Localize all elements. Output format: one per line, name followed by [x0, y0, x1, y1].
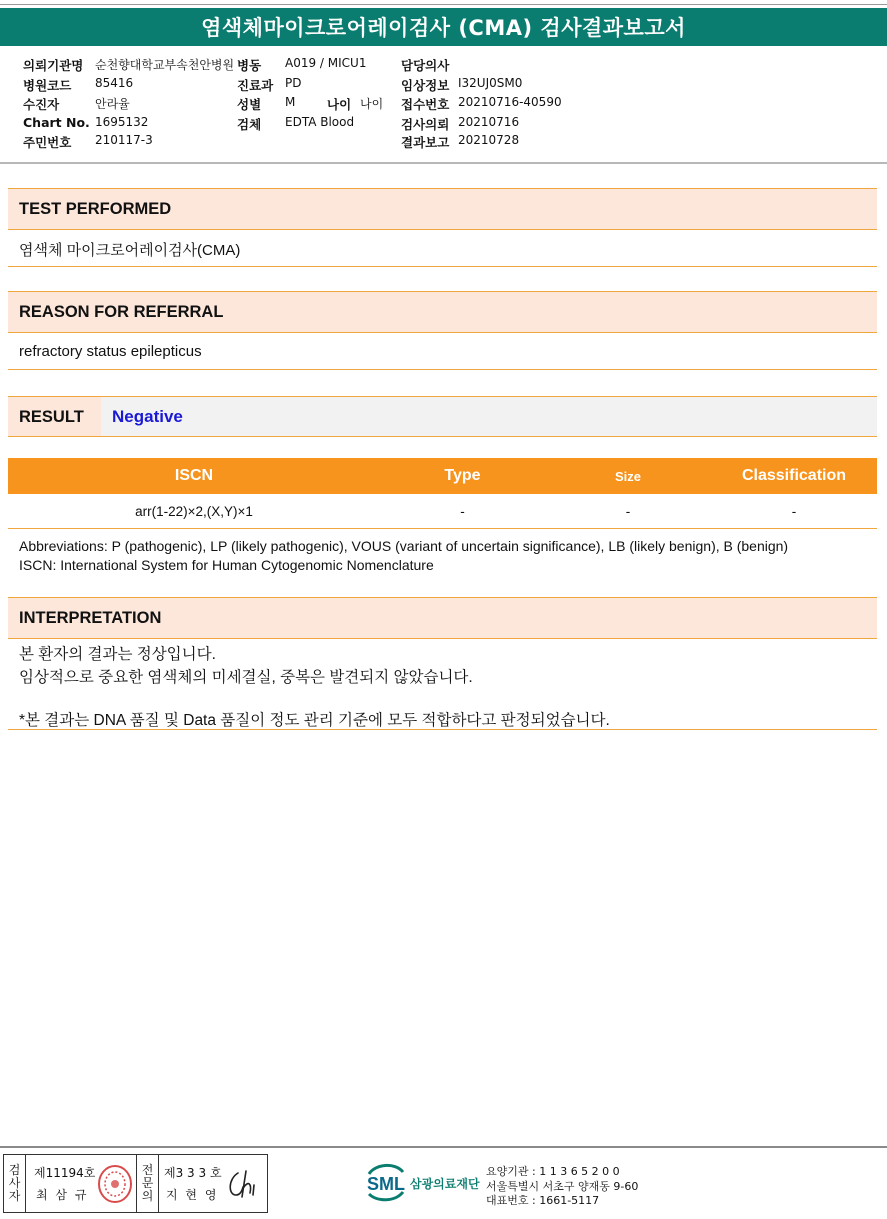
svg-text:SML: SML	[367, 1174, 405, 1194]
header-type: Type	[444, 467, 481, 484]
cell-size: -	[625, 503, 631, 519]
specimen-label: 검체	[237, 117, 262, 132]
divider	[8, 369, 877, 370]
divider	[8, 229, 877, 230]
receipt-label: 접수번호	[401, 97, 450, 112]
cell-type: -	[460, 503, 465, 519]
footer-rule	[0, 1146, 887, 1148]
sex-value: M	[285, 95, 296, 109]
request-value: 20210716	[458, 115, 520, 129]
cell-iscn: arr(1-22)×2,(X,Y)×1	[135, 503, 253, 519]
report-date-value: 20210728	[458, 133, 520, 147]
dept-value: PD	[285, 76, 302, 90]
signature-icon	[226, 1165, 266, 1203]
dept-label: 진료과	[237, 78, 274, 93]
patient-info-panel	[0, 52, 887, 164]
test-performed-value: 염색체 마이크로어레이검사(CMA)	[19, 242, 241, 259]
result-value: Negative	[112, 407, 183, 426]
table-header	[8, 458, 877, 494]
report-title: 염색체마이크로어레이검사 (CMA) 검사결과보고서	[0, 8, 887, 46]
ward-value: A019 / MICU1	[285, 56, 367, 70]
name-label: 수진자	[23, 97, 60, 112]
age-label: 나이	[327, 97, 352, 112]
specialist-name: 지 현 영	[166, 1188, 219, 1202]
interpretation-line-2: 임상적으로 중요한 염색체의 미세결실, 중복은 발견되지 않았습니다.	[19, 669, 473, 686]
org-name: 삼광의료재단	[410, 1177, 480, 1191]
tester-label: 검 사 자	[4, 1155, 26, 1212]
reason-value: refractory status epilepticus	[19, 343, 202, 360]
hospital-label: 의뢰기관명	[23, 58, 84, 73]
report-date-label: 결과보고	[401, 135, 450, 150]
specialist-license-no: 제3 3 3 호	[164, 1166, 222, 1180]
chart-value: 1695132	[95, 115, 149, 129]
abbreviations-line: Abbreviations: P (pathogenic), LP (likely pathogenic), VOUS (variant of uncertain significance), LB (likely benign), B (benign)	[19, 538, 789, 554]
divider	[8, 436, 877, 437]
reason-heading: REASON FOR REFERRAL	[8, 292, 877, 332]
divider	[8, 638, 877, 639]
clinical-value: I32UJ0SM0	[458, 76, 523, 90]
iscn-definition-line: ISCN: International System for Human Cytogenomic Nomenclature	[19, 557, 434, 573]
org-phone: 대표번호 : 1661-5117	[486, 1194, 600, 1207]
id-value: 210117-3	[95, 133, 153, 147]
receipt-value: 20210716-40590	[458, 95, 562, 109]
divider	[8, 332, 877, 333]
divider	[8, 729, 877, 730]
sex-label: 성별	[237, 97, 262, 112]
specialist-label: 전 문 의	[137, 1155, 159, 1212]
hospital-value: 순천향대학교부속천안병원	[95, 58, 235, 72]
result-label: RESULT	[8, 397, 101, 437]
ward-label: 병동	[237, 58, 262, 73]
test-performed-heading: TEST PERFORMED	[8, 189, 877, 229]
code-value: 85416	[95, 76, 134, 90]
header-iscn: ISCN	[174, 467, 214, 484]
signature-box	[3, 1154, 268, 1213]
clinical-label: 임상정보	[401, 78, 450, 93]
divider	[8, 266, 877, 267]
quality-note: *본 결과는 DNA 품질 및 Data 품질이 정도 관리 기준에 모두 적합하다고 판정되었습니다.	[19, 712, 610, 729]
tester-name: 최 삼 규	[36, 1188, 89, 1202]
interpretation-line-1: 본 환자의 결과는 정상입니다.	[19, 646, 216, 663]
table-row	[8, 494, 877, 529]
header-classification: Classification	[741, 467, 847, 484]
doctor-label: 담당의사	[401, 58, 450, 73]
org-address: 서울특별시 서초구 양재동 9-60	[486, 1180, 639, 1193]
specimen-value: EDTA Blood	[285, 115, 355, 129]
top-rule	[0, 4, 887, 5]
result-row	[8, 397, 877, 437]
id-label: 주민번호	[23, 135, 72, 150]
header-size: Size	[614, 468, 641, 484]
age-value: 나이	[360, 97, 384, 111]
code-label: 병원코드	[23, 78, 72, 93]
name-value: 안라율	[95, 97, 130, 111]
seal-stamp-icon	[96, 1163, 134, 1205]
chart-label: Chart No.	[23, 115, 90, 130]
tester-license-no: 제11194호	[34, 1166, 96, 1180]
request-label: 검사의뢰	[401, 117, 450, 132]
interpretation-heading: INTERPRETATION	[8, 598, 877, 638]
cell-classification: -	[791, 503, 797, 519]
org-code: 요양기관 : 1 1 3 6 5 2 0 0	[486, 1165, 620, 1178]
